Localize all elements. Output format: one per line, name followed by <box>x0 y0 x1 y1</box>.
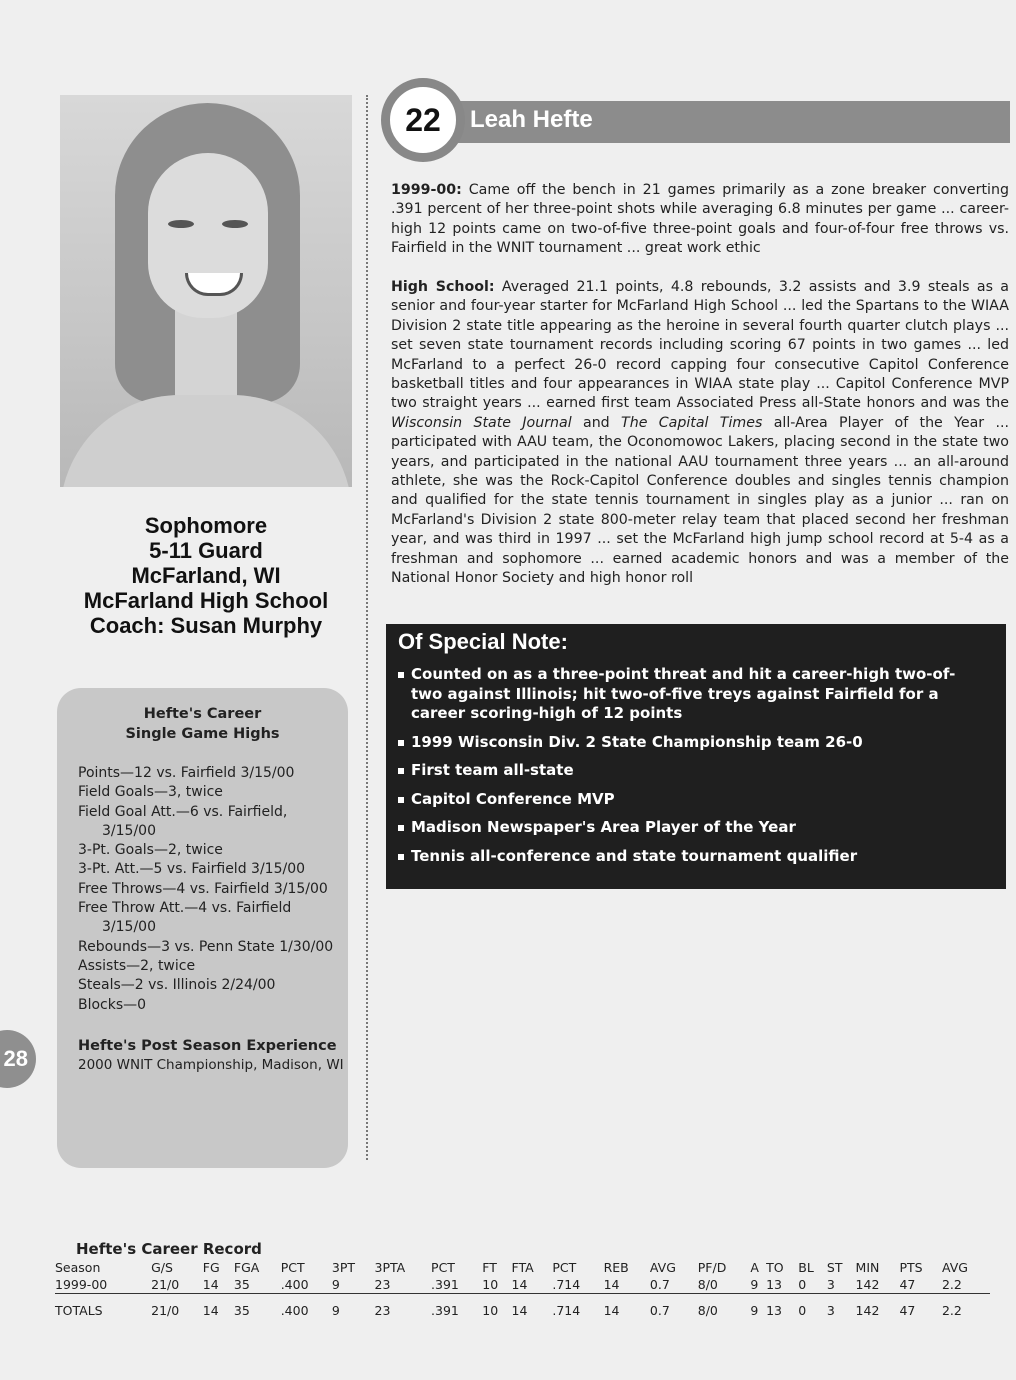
career-record-title: Hefte's Career Record <box>76 1240 262 1258</box>
player-coach: Coach: Susan Murphy <box>89 613 323 638</box>
table-header: PCT <box>280 1260 305 1275</box>
table-cell: 3 <box>826 1277 835 1292</box>
table-cell: 10 <box>482 1277 499 1292</box>
season-text: Came off the bench in 21 games primarily as a zone breaker converting .391 percent of her three-point shots while averaging 6.8 minutes per game ... career-high 12 points came on two-of-five three-point goals and four-of-four free throws vs. Fairfield in the WNIT tournament ... great work ethic <box>391 182 1009 257</box>
table-cell: 14 <box>603 1277 620 1292</box>
table-header: FTA <box>511 1260 534 1275</box>
player-height-position: 5-11 Guard <box>149 538 263 563</box>
career-high-item: Points—12 vs. Fairfield 3/15/00 <box>78 765 295 781</box>
table-header: AVG <box>941 1260 968 1275</box>
table-cell: 0.7 <box>650 1294 698 1320</box>
career-high-item: 3-Pt. Att.—5 vs. Fairfield 3/15/00 <box>78 861 306 878</box>
table-cell: .391 <box>431 1277 459 1292</box>
publication-1: Wisconsin State Journal <box>391 414 572 431</box>
table-header: FT <box>482 1260 497 1275</box>
player-hometown: McFarland, WI <box>131 563 281 588</box>
table-header: 3PT <box>331 1260 356 1275</box>
table-cell: 9 <box>750 1294 766 1320</box>
table-header: 3PTA <box>374 1260 406 1275</box>
table-header: TO <box>766 1260 784 1275</box>
table-header: A <box>750 1260 759 1275</box>
high-school-text-2: all-Area Player of the Year ... participated with AAU team, the Oconomowoc Lakers, placing second in the state two years, and participated in the national AAU tournament three years ... an all-around athlete, she was the Rock-Capitol Conference doubles and singles tennis champion and qualified for the state tennis tournament in singles play as a junior ... ran on McFarland's Division 2 state 800-meter relay team that placed second her freshman year, and was third in 1997 ... set the McFarland high jump school record at 5-4 as a freshman and sophomore ... earned academic honors and was a member of the National Honor Society and high honor roll <box>391 414 1009 587</box>
career-high-item: Assists—2, twice <box>78 957 196 974</box>
table-header-row <box>55 1259 990 1276</box>
photo-eye <box>168 220 194 228</box>
special-note-item: First team all-state <box>396 761 986 781</box>
career-highs-list <box>78 764 338 1015</box>
table-cell: 14 <box>203 1294 234 1320</box>
table-cell: 23 <box>374 1277 391 1292</box>
season-label: 1999-00: <box>391 182 462 198</box>
special-note-item: Capitol Conference MVP <box>396 790 986 810</box>
table-header: BL <box>798 1260 814 1275</box>
table-cell: 13 <box>766 1277 783 1292</box>
table-cell: 21/0 <box>151 1294 203 1320</box>
table-cell: TOTALS <box>55 1294 151 1320</box>
career-highs-title <box>57 704 348 744</box>
totals-row <box>55 1294 990 1320</box>
career-high-item: 3-Pt. Goals—2, twice <box>78 842 223 859</box>
table-cell: 23 <box>375 1294 432 1320</box>
table-cell: 13 <box>766 1294 798 1320</box>
table-header: ST <box>826 1260 843 1275</box>
table-cell: 47 <box>899 1294 942 1320</box>
table-cell: 8/0 <box>698 1294 751 1320</box>
table-cell: 0.7 <box>649 1277 670 1292</box>
table-cell: 10 <box>482 1294 511 1320</box>
high-school-text-1: Averaged 21.1 points, 4.8 rebounds, 3.2 assists and 3.9 steals as a senior and four-year starter for McFarland High School ... led the Spartans to the WIAA Division 2 state title appearing as the heroine in several fourth quarter clutch plays ... set seven state tournament records including scoring 67 points in two games ... led McFarland to a perfect 26-0 record capping four consecutive Capitol Conference basketball titles and four appearances in WIAA state play ... Capitol Conference MVP two straight years ... earned first team Associated Press all-State honors and was the <box>391 279 1009 412</box>
career-record-table <box>55 1259 990 1319</box>
table-cell: 2.2 <box>942 1294 990 1320</box>
conjunction: and <box>583 414 610 431</box>
table-cell: 0 <box>798 1294 827 1320</box>
table-header: MIN <box>855 1260 880 1275</box>
table-row <box>55 1276 990 1294</box>
post-season-value: 2000 WNIT Championship, Madison, WI <box>78 1056 344 1073</box>
table-cell: 1999-00 <box>55 1277 108 1292</box>
table-cell: 142 <box>856 1294 900 1320</box>
table-header: G/S <box>151 1260 173 1275</box>
career-high-item: Blocks—0 <box>78 996 147 1013</box>
special-note-item: Counted on as a three-point threat and hit a career-high two-of-two against Illinois; hit two-of-five treys against Fairfield for a career scoring-high of 12 points <box>396 665 986 724</box>
table-cell: .714 <box>552 1277 581 1292</box>
player-photo <box>60 95 352 487</box>
table-cell: 14 <box>512 1294 553 1320</box>
player-high-school: McFarland High School <box>83 588 329 613</box>
table-cell: 9 <box>332 1294 375 1320</box>
table-cell: 8/0 <box>697 1277 718 1292</box>
career-record <box>55 1240 1005 1319</box>
table-cell: .391 <box>431 1294 482 1320</box>
table-cell: 47 <box>899 1277 916 1292</box>
career-high-item: Rebounds—3 vs. Penn State 1/30/00 <box>78 938 334 955</box>
table-cell: 142 <box>855 1277 880 1292</box>
table-cell: 2.2 <box>941 1277 962 1292</box>
career-high-item: Steals—2 vs. Illinois 2/24/00 <box>78 977 276 994</box>
career-high-item: Field Goals—3, twice <box>78 784 223 801</box>
table-header: FG <box>202 1260 220 1275</box>
season-paragraph <box>391 181 1009 259</box>
special-note-item: Madison Newspaper's Area Player of the Year <box>396 818 986 838</box>
special-note-box <box>386 624 1006 889</box>
table-cell: 9 <box>750 1277 759 1292</box>
special-note-item: Tennis all-conference and state tournament qualifier <box>396 847 986 867</box>
table-cell: 9 <box>331 1277 340 1292</box>
player-name: Leah Hefte <box>470 106 593 133</box>
table-cell: 14 <box>511 1277 528 1292</box>
career-high-item: Free Throw Att.—4 vs. Fairfield 3/15/00 <box>78 900 292 936</box>
name-header-bar <box>440 101 1010 143</box>
table-cell: 3 <box>827 1294 856 1320</box>
table-header: AVG <box>649 1260 676 1275</box>
table-cell: 0 <box>798 1277 807 1292</box>
career-high-item: Free Throws—4 vs. Fairfield 3/15/00 <box>78 880 328 897</box>
player-info <box>60 513 352 638</box>
table-header: PTS <box>899 1260 923 1275</box>
table-cell: 21/0 <box>151 1277 180 1292</box>
high-school-label: High School: <box>391 279 495 295</box>
table-header: PCT <box>431 1260 455 1275</box>
table-cell: .400 <box>280 1277 309 1292</box>
table-header: PF/D <box>697 1260 727 1275</box>
photo-shirt <box>60 395 352 487</box>
special-note-item: 1999 Wisconsin Div. 2 State Championship team 26-0 <box>396 733 986 753</box>
table-cell: .400 <box>281 1294 332 1320</box>
high-school-paragraph <box>391 278 1009 589</box>
table-header: REB <box>603 1260 629 1275</box>
table-header: PCT <box>552 1260 577 1275</box>
table-header: FGA <box>233 1260 260 1275</box>
career-highs-title-line1: Hefte's Career <box>143 706 262 722</box>
special-note-title: Of Special Note: <box>398 629 568 654</box>
table-cell: .714 <box>552 1294 603 1320</box>
dotted-divider <box>366 95 368 1160</box>
photo-eye <box>222 220 248 228</box>
career-highs-box <box>57 688 348 1168</box>
player-class: Sophomore <box>144 513 268 538</box>
table-cell: 14 <box>604 1294 650 1320</box>
table-header: Season <box>55 1260 101 1275</box>
career-highs-title-line2: Single Game Highs <box>125 726 280 742</box>
table-cell: 14 <box>202 1277 219 1292</box>
page-number: 28 <box>0 1030 36 1088</box>
jersey-number: 22 <box>381 78 465 162</box>
table-cell: 35 <box>233 1277 250 1292</box>
special-note-list <box>396 665 986 866</box>
publication-2: The Capital Times <box>621 414 763 431</box>
career-high-item: Field Goal Att.—6 vs. Fairfield, 3/15/00 <box>78 803 288 839</box>
table-cell: 35 <box>234 1294 281 1320</box>
post-season-title: Hefte's Post Season Experience <box>78 1037 337 1054</box>
